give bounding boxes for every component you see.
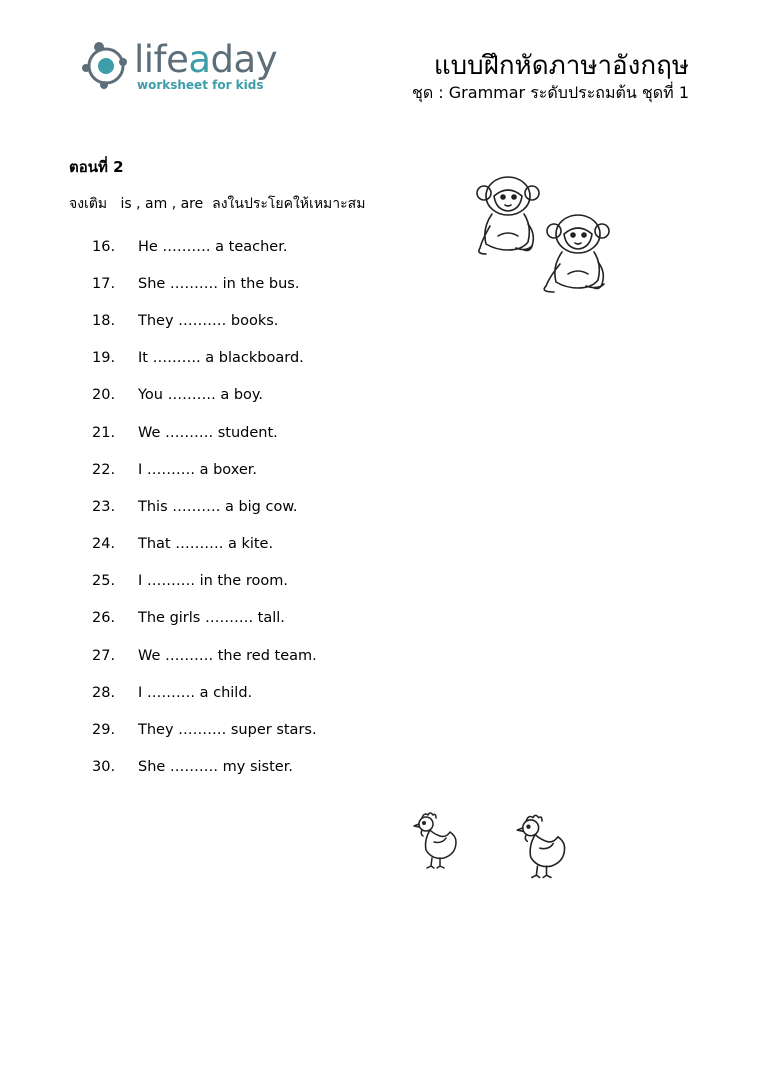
question-item <box>92 228 317 265</box>
page-subtitle: ชุด : Grammar ระดับประถมต้น ชุดที่ 1 <box>411 83 689 102</box>
question-number: 18. <box>92 312 116 329</box>
question-text: I ………. in the room. <box>138 573 288 590</box>
chicken-illustration <box>514 812 570 882</box>
question-text: I ………. a child. <box>138 684 253 701</box>
question-text: The girls ………. tall. <box>138 610 285 627</box>
question-number: 29. <box>92 722 116 739</box>
section-title: ตอนที่ 2 <box>69 158 124 176</box>
question-number: 17. <box>92 275 116 292</box>
lifeaday-logo <box>82 38 278 98</box>
question-text: They ………. super stars. <box>138 722 317 739</box>
question-number: 27. <box>92 647 116 664</box>
question-item <box>92 749 317 786</box>
question-text: This ………. a big cow. <box>138 498 298 515</box>
question-number: 19. <box>92 350 116 367</box>
question-item <box>92 340 317 377</box>
question-item <box>92 526 317 563</box>
question-number: 16. <box>92 238 116 255</box>
question-item <box>92 711 317 748</box>
question-item <box>92 674 317 711</box>
question-text: They ………. books. <box>138 312 279 329</box>
question-number: 28. <box>92 684 116 701</box>
question-item <box>92 488 317 525</box>
question-number: 30. <box>92 759 116 776</box>
lifeaday-logo-icon <box>82 40 132 90</box>
question-text: He ………. a teacher. <box>138 238 288 255</box>
chicken-illustration <box>412 810 460 872</box>
question-item <box>92 563 317 600</box>
question-number: 24. <box>92 536 116 553</box>
question-text: She ………. my sister. <box>138 759 293 776</box>
page-title: แบบฝึกหัดภาษาอังกฤษ <box>433 51 689 81</box>
question-number: 21. <box>92 424 116 441</box>
question-item <box>92 265 317 302</box>
question-item <box>92 637 317 674</box>
question-number: 25. <box>92 573 116 590</box>
question-number: 22. <box>92 461 116 478</box>
question-item <box>92 451 317 488</box>
question-number: 23. <box>92 498 116 515</box>
question-text: We ………. student. <box>138 424 278 441</box>
question-list <box>92 228 317 786</box>
question-number: 20. <box>92 387 116 404</box>
question-text: I ………. a boxer. <box>138 461 258 478</box>
question-item <box>92 600 317 637</box>
question-item <box>92 302 317 339</box>
question-item <box>92 414 317 451</box>
question-text: It ………. a blackboard. <box>138 350 304 367</box>
instruction-text: จงเติม is , am , are ลงในประโยคให้เหมาะสม <box>69 196 366 212</box>
question-number: 26. <box>92 610 116 627</box>
question-text: You ………. a boy. <box>138 387 264 404</box>
logo-wordmark: lifeaday <box>134 38 278 81</box>
monkeys-illustration <box>470 170 615 300</box>
question-item <box>92 377 317 414</box>
question-text: We ………. the red team. <box>138 647 317 664</box>
question-text: She ………. in the bus. <box>138 275 300 292</box>
question-text: That ………. a kite. <box>138 536 274 553</box>
logo-tagline: worksheet for kids <box>137 78 264 92</box>
